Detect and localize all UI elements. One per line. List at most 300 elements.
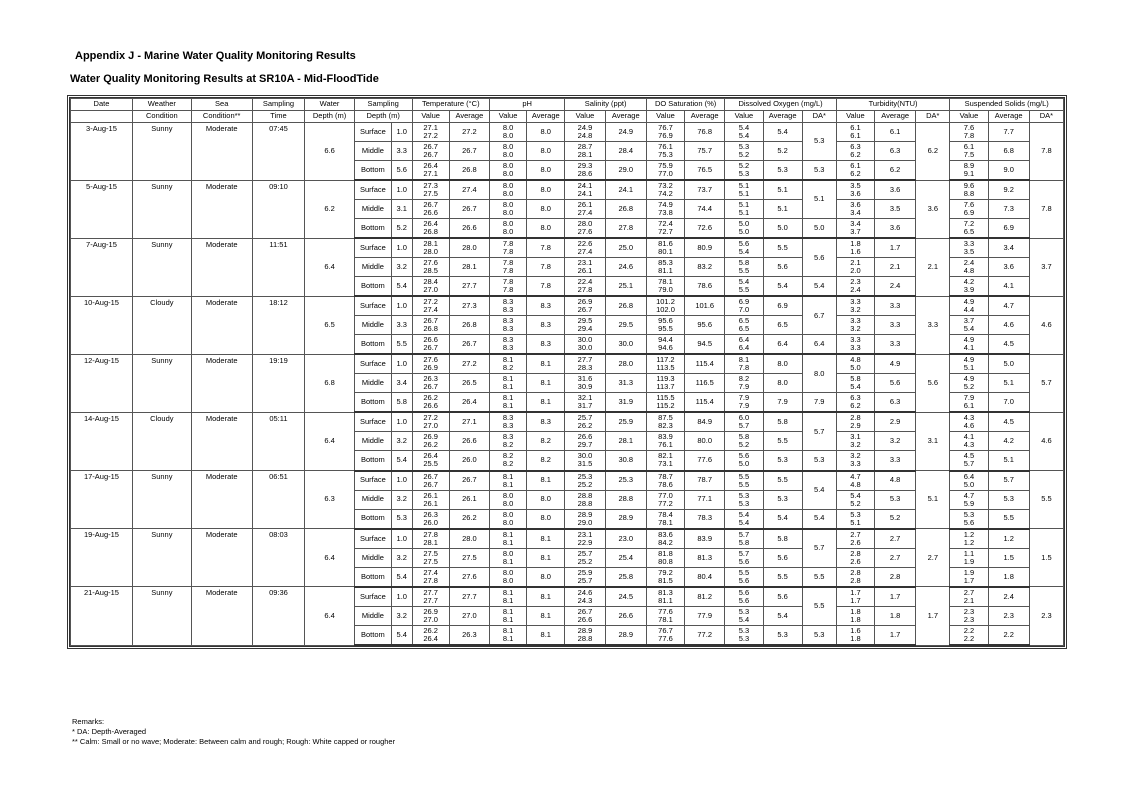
average-cell: 8.1	[527, 625, 565, 645]
average-cell: 25.4	[605, 548, 646, 567]
value-pair	[412, 374, 449, 393]
value-pair	[646, 451, 684, 471]
value-pair	[646, 296, 684, 316]
reading-value: 72.4	[658, 219, 673, 229]
reading-value: 4.9	[963, 335, 975, 345]
reading-value: 5.8	[738, 258, 750, 268]
reading-value: 5.2	[738, 440, 750, 450]
reading-value: 6.1	[963, 401, 975, 411]
column-header: Average	[763, 111, 802, 123]
reading-value: 2.3	[963, 606, 975, 616]
reading-value: 22.9	[577, 537, 593, 547]
reading-value: 27.8	[577, 285, 593, 295]
reading-value: 5.2	[738, 161, 750, 171]
reading-value: 2.6	[850, 537, 861, 547]
reading-value: 8.3	[502, 297, 514, 307]
reading-value: 27.0	[423, 421, 438, 431]
reading-value: 26.3	[423, 509, 438, 519]
depth-averaged-cell: 7.9	[802, 393, 836, 413]
reading-value: 5.3	[738, 169, 750, 179]
value-pair	[646, 606, 684, 625]
average-cell: 5.3	[988, 490, 1029, 509]
value-pair	[646, 529, 684, 549]
value-pair	[565, 142, 605, 161]
water-depth-cell: 6.4	[305, 587, 355, 645]
reading-value: 5.9	[963, 498, 975, 508]
reading-value: 76.1	[658, 440, 673, 450]
reading-value: 5.0	[738, 459, 750, 469]
reading-value: 8.1	[502, 355, 514, 365]
reading-value: 5.3	[738, 498, 750, 508]
average-cell: 8.3	[527, 316, 565, 335]
value-pair	[950, 123, 988, 142]
reading-value: 9.1	[963, 169, 975, 179]
reading-value: 26.2	[423, 393, 438, 403]
average-cell: 8.1	[527, 393, 565, 413]
sampling-level-cell: Middle	[354, 142, 391, 161]
reading-value: 5.1	[738, 200, 750, 210]
reading-value: 75.9	[658, 161, 673, 171]
water-depth-cell: 6.5	[305, 296, 355, 354]
average-cell: 80.9	[685, 238, 725, 258]
reading-value: 78.6	[658, 479, 673, 489]
average-cell: 6.8	[988, 142, 1029, 161]
reading-value: 24.6	[577, 587, 593, 597]
remarks	[72, 717, 395, 747]
value-pair	[412, 180, 449, 200]
sampling-level-cell: Bottom	[354, 567, 391, 587]
column-header: Condition	[132, 111, 191, 123]
average-cell: 77.1	[685, 490, 725, 509]
average-cell: 24.5	[605, 587, 646, 607]
reading-value: 7.5	[963, 150, 975, 159]
value-pair	[565, 451, 605, 471]
reading-value: 76.7	[658, 123, 673, 132]
value-pair	[565, 258, 605, 277]
reading-value: 23.1	[577, 529, 593, 539]
value-pair	[565, 161, 605, 181]
average-cell: 1.7	[875, 587, 916, 607]
sea-condition-cell: Moderate	[191, 412, 252, 470]
sampling-level-cell: Middle	[354, 606, 391, 625]
value-pair	[950, 316, 988, 335]
reading-value: 8.8	[963, 189, 975, 199]
depth-averaged-cell: 5.4	[802, 509, 836, 529]
average-cell: 2.4	[988, 587, 1029, 607]
sampling-level-cell: Middle	[354, 432, 391, 451]
date-cell: 3-Aug-15	[71, 123, 133, 181]
reading-value: 7.0	[738, 305, 750, 315]
value-pair	[412, 142, 449, 161]
reading-value: 26.8	[423, 227, 438, 237]
average-cell: 1.8	[988, 567, 1029, 587]
reading-value: 95.5	[658, 324, 673, 334]
average-cell: 8.3	[527, 296, 565, 316]
value-pair	[725, 316, 763, 335]
reading-value: 26.9	[423, 606, 438, 616]
average-cell: 8.1	[527, 606, 565, 625]
average-cell: 7.8	[527, 238, 565, 258]
column-header: Depth (m)	[305, 111, 355, 123]
reading-value: 5.3	[738, 490, 750, 500]
depth-averaged-cell: 5.1	[916, 471, 950, 529]
average-cell: 5.3	[875, 490, 916, 509]
depth-averaged-cell: 6.2	[916, 123, 950, 181]
average-cell: 78.3	[685, 509, 725, 529]
average-cell: 76.8	[685, 123, 725, 142]
average-cell: 1.7	[875, 625, 916, 645]
average-cell: 5.5	[988, 509, 1029, 529]
sampling-level-cell: Surface	[354, 471, 391, 491]
sampling-depth-cell: 1.0	[391, 529, 412, 549]
reading-value: 7.6	[963, 123, 975, 132]
sampling-time-cell: 07:45	[252, 123, 305, 181]
sampling-level-cell: Surface	[354, 238, 391, 258]
reading-value: 80.1	[658, 247, 673, 257]
average-cell: 2.4	[875, 277, 916, 297]
value-pair	[725, 567, 763, 587]
reading-value: 3.4	[850, 219, 861, 229]
reading-value: 6.9	[963, 208, 975, 218]
reading-value: 8.0	[502, 181, 514, 191]
reading-value: 76.7	[658, 625, 673, 635]
average-cell: 28.1	[449, 258, 489, 277]
reading-value: 5.4	[738, 614, 750, 624]
reading-value: 3.5	[850, 181, 861, 191]
reading-value: 8.0	[502, 548, 514, 558]
reading-value: 8.0	[502, 208, 514, 218]
reading-value: 1.8	[850, 239, 861, 249]
reading-value: 3.3	[963, 239, 975, 249]
reading-value: 30.0	[577, 343, 593, 353]
reading-value: 119.3	[656, 374, 675, 384]
reading-value: 27.1	[423, 169, 438, 179]
average-cell: 4.8	[875, 471, 916, 491]
reading-value: 1.7	[850, 595, 861, 605]
reading-value: 8.3	[502, 421, 514, 431]
value-pair	[412, 354, 449, 374]
reading-value: 82.3	[658, 421, 673, 431]
value-pair	[646, 180, 684, 200]
sampling-level-cell: Surface	[354, 123, 391, 142]
value-pair	[490, 123, 527, 142]
weather-cell: Sunny	[132, 354, 191, 412]
reading-value: 2.4	[850, 285, 861, 295]
value-pair	[565, 625, 605, 645]
reading-value: 6.3	[850, 142, 861, 151]
column-header: Turbidity(NTU)	[836, 99, 950, 111]
reading-value: 95.6	[658, 316, 673, 326]
average-cell: 8.0	[527, 200, 565, 219]
average-cell: 4.5	[988, 412, 1029, 432]
average-cell: 8.3	[527, 335, 565, 355]
average-cell: 27.2	[449, 354, 489, 374]
sampling-level-cell: Bottom	[354, 219, 391, 239]
reading-value: 26.7	[423, 150, 438, 159]
reading-value: 8.2	[502, 363, 514, 373]
value-pair	[725, 412, 763, 432]
depth-averaged-cell: 5.3	[802, 123, 836, 161]
average-cell: 2.1	[875, 258, 916, 277]
reading-value: 8.0	[502, 517, 514, 527]
reading-value: 3.9	[963, 285, 975, 295]
value-pair	[725, 219, 763, 239]
sampling-depth-cell: 5.2	[391, 219, 412, 239]
reading-value: 7.8	[963, 131, 975, 140]
sampling-depth-cell: 5.8	[391, 393, 412, 413]
value-pair	[565, 200, 605, 219]
reading-value: 8.2	[502, 459, 514, 469]
value-pair	[725, 509, 763, 529]
depth-averaged-cell: 5.3	[802, 625, 836, 645]
table-row	[71, 471, 1064, 491]
reading-value: 77.0	[658, 490, 673, 500]
column-header: Time	[252, 111, 305, 123]
reading-value: 25.2	[577, 479, 593, 489]
reading-value: 7.8	[502, 266, 514, 276]
sampling-depth-cell: 5.3	[391, 509, 412, 529]
average-cell: 27.0	[449, 606, 489, 625]
reading-value: 5.1	[850, 517, 861, 527]
average-cell: 5.4	[763, 123, 802, 142]
water-depth-cell: 6.3	[305, 471, 355, 529]
date-cell: 7-Aug-15	[71, 238, 133, 296]
water-depth-cell: 6.8	[305, 354, 355, 412]
reading-value: 27.7	[423, 595, 438, 605]
reading-value: 26.4	[423, 633, 438, 643]
reading-value: 76.1	[658, 142, 673, 151]
reading-value: 5.4	[738, 277, 750, 287]
average-cell: 5.3	[763, 625, 802, 645]
table-body	[71, 123, 1064, 646]
reading-value: 8.1	[502, 393, 514, 403]
reading-value: 6.3	[850, 393, 861, 403]
average-cell: 8.1	[527, 374, 565, 393]
sampling-time-cell: 18:12	[252, 296, 305, 354]
average-cell: 28.0	[449, 238, 489, 258]
reading-value: 7.8	[502, 239, 514, 249]
average-cell: 5.3	[763, 451, 802, 471]
reading-value: 8.0	[502, 509, 514, 519]
reading-value: 24.1	[577, 181, 593, 191]
depth-averaged-cell: 5.5	[1029, 471, 1063, 529]
average-cell: 24.6	[605, 258, 646, 277]
value-pair	[565, 529, 605, 549]
value-pair	[646, 219, 684, 239]
depth-averaged-cell: 2.7	[916, 529, 950, 587]
depth-averaged-cell: 6.7	[802, 296, 836, 335]
average-cell: 8.0	[527, 219, 565, 239]
average-cell: 27.7	[449, 587, 489, 607]
reading-value: 28.9	[577, 509, 593, 519]
average-cell: 5.5	[763, 238, 802, 258]
sampling-level-cell: Middle	[354, 490, 391, 509]
sampling-depth-cell: 1.0	[391, 354, 412, 374]
average-cell: 115.4	[685, 354, 725, 374]
reading-value: 26.7	[423, 142, 438, 151]
average-cell: 7.7	[988, 123, 1029, 142]
value-pair	[490, 316, 527, 335]
average-cell: 81.2	[685, 587, 725, 607]
reading-value: 3.7	[963, 316, 975, 326]
average-cell: 1.2	[988, 529, 1029, 549]
table-row	[71, 123, 1064, 142]
reading-value: 26.3	[423, 374, 438, 384]
reading-value: 117.2	[656, 355, 675, 365]
average-cell: 3.3	[875, 451, 916, 471]
sampling-level-cell: Bottom	[354, 161, 391, 181]
average-cell: 31.9	[605, 393, 646, 413]
sea-condition-cell: Moderate	[191, 238, 252, 296]
reading-value: 5.1	[738, 189, 750, 199]
sampling-time-cell: 19:19	[252, 354, 305, 412]
value-pair	[646, 490, 684, 509]
average-cell: 5.8	[763, 529, 802, 549]
sampling-depth-cell: 5.6	[391, 161, 412, 181]
value-pair	[725, 432, 763, 451]
column-header: Average	[875, 111, 916, 123]
reading-value: 23.1	[577, 258, 593, 268]
sampling-level-cell: Bottom	[354, 451, 391, 471]
reading-value: 6.2	[850, 150, 861, 159]
average-cell: 3.5	[875, 200, 916, 219]
reading-value: 102.0	[656, 305, 675, 315]
average-cell: 5.5	[763, 471, 802, 491]
value-pair	[412, 219, 449, 239]
value-pair	[646, 238, 684, 258]
reading-value: 7.2	[963, 219, 975, 229]
column-header: DA*	[916, 111, 950, 123]
average-cell: 5.0	[763, 219, 802, 239]
reading-value: 3.3	[850, 343, 861, 353]
reading-value: 5.5	[738, 567, 750, 577]
average-cell: 73.7	[685, 180, 725, 200]
reading-value: 8.0	[502, 161, 514, 171]
reading-value: 26.1	[577, 266, 593, 276]
sampling-level-cell: Middle	[354, 548, 391, 567]
average-cell: 78.6	[685, 277, 725, 297]
reading-value: 5.0	[963, 479, 975, 489]
weather-cell: Cloudy	[132, 412, 191, 470]
reading-value: 8.1	[502, 537, 514, 547]
value-pair	[836, 180, 874, 200]
reading-value: 2.0	[850, 266, 861, 276]
reading-value: 3.3	[850, 459, 861, 469]
value-pair	[490, 587, 527, 607]
value-pair	[950, 451, 988, 471]
reading-value: 27.7	[423, 587, 438, 597]
depth-averaged-cell: 3.7	[1029, 238, 1063, 296]
value-pair	[836, 393, 874, 413]
depth-averaged-cell: 5.7	[802, 529, 836, 568]
average-cell: 29.5	[605, 316, 646, 335]
reading-value: 6.1	[850, 161, 861, 171]
depth-averaged-cell: 5.4	[802, 277, 836, 297]
value-pair	[646, 277, 684, 297]
reading-value: 2.8	[850, 575, 861, 585]
reading-value: 26.4	[423, 161, 438, 171]
reading-value: 7.9	[738, 382, 750, 392]
reading-value: 24.1	[577, 189, 593, 199]
reading-value: 5.4	[850, 382, 861, 392]
value-pair	[725, 490, 763, 509]
average-cell: 30.8	[605, 451, 646, 471]
average-cell: 8.0	[527, 180, 565, 200]
reading-value: 28.7	[577, 142, 593, 151]
sea-condition-cell: Moderate	[191, 180, 252, 238]
average-cell: 27.2	[449, 123, 489, 142]
average-cell: 27.1	[449, 412, 489, 432]
reading-value: 1.6	[850, 247, 861, 257]
reading-value: 8.3	[502, 413, 514, 423]
average-cell: 2.8	[875, 567, 916, 587]
average-cell: 26.3	[449, 625, 489, 645]
reading-value: 6.0	[738, 413, 750, 423]
reading-value: 5.2	[738, 150, 750, 159]
reading-value: 5.7	[963, 459, 975, 469]
reading-value: 26.7	[423, 471, 438, 481]
reading-value: 27.6	[423, 355, 438, 365]
value-pair	[490, 529, 527, 549]
average-cell: 27.7	[449, 277, 489, 297]
reading-value: 24.3	[577, 595, 593, 605]
depth-averaged-cell: 5.7	[802, 412, 836, 451]
average-cell: 84.9	[685, 412, 725, 432]
reading-value: 27.5	[423, 189, 438, 199]
reading-value: 27.8	[423, 575, 438, 585]
value-pair	[725, 123, 763, 142]
reading-value: 26.7	[423, 382, 438, 392]
results-table-frame	[67, 95, 1067, 649]
sea-condition-cell: Moderate	[191, 529, 252, 587]
average-cell: 1.7	[875, 238, 916, 258]
value-pair	[950, 567, 988, 587]
reading-value: 101.2	[656, 297, 675, 307]
reading-value: 26.2	[423, 625, 438, 635]
value-pair	[412, 296, 449, 316]
value-pair	[565, 412, 605, 432]
reading-value: 4.7	[963, 490, 975, 500]
reading-value: 2.3	[850, 277, 861, 287]
table-row	[71, 529, 1064, 549]
reading-value: 26.9	[577, 297, 593, 307]
average-cell: 7.9	[763, 393, 802, 413]
reading-value: 83.6	[658, 529, 673, 539]
reading-value: 5.4	[738, 517, 750, 527]
value-pair	[646, 471, 684, 491]
value-pair	[412, 161, 449, 181]
average-cell: 80.0	[685, 432, 725, 451]
value-pair	[725, 374, 763, 393]
average-cell: 72.6	[685, 219, 725, 239]
reading-value: 1.8	[850, 633, 861, 643]
reading-value: 29.3	[577, 161, 593, 171]
average-cell: 3.3	[875, 335, 916, 355]
reading-value: 5.8	[850, 374, 861, 384]
average-cell: 7.8	[527, 258, 565, 277]
average-cell: 7.3	[988, 200, 1029, 219]
water-depth-cell: 6.2	[305, 180, 355, 238]
reading-value: 6.1	[850, 131, 861, 140]
average-cell: 8.0	[527, 509, 565, 529]
value-pair	[836, 258, 874, 277]
reading-value: 6.4	[963, 471, 975, 481]
value-pair	[490, 180, 527, 200]
reading-value: 5.5	[738, 285, 750, 295]
reading-value: 28.1	[423, 239, 438, 249]
average-cell: 9.2	[988, 180, 1029, 200]
depth-averaged-cell: 5.0	[802, 219, 836, 239]
